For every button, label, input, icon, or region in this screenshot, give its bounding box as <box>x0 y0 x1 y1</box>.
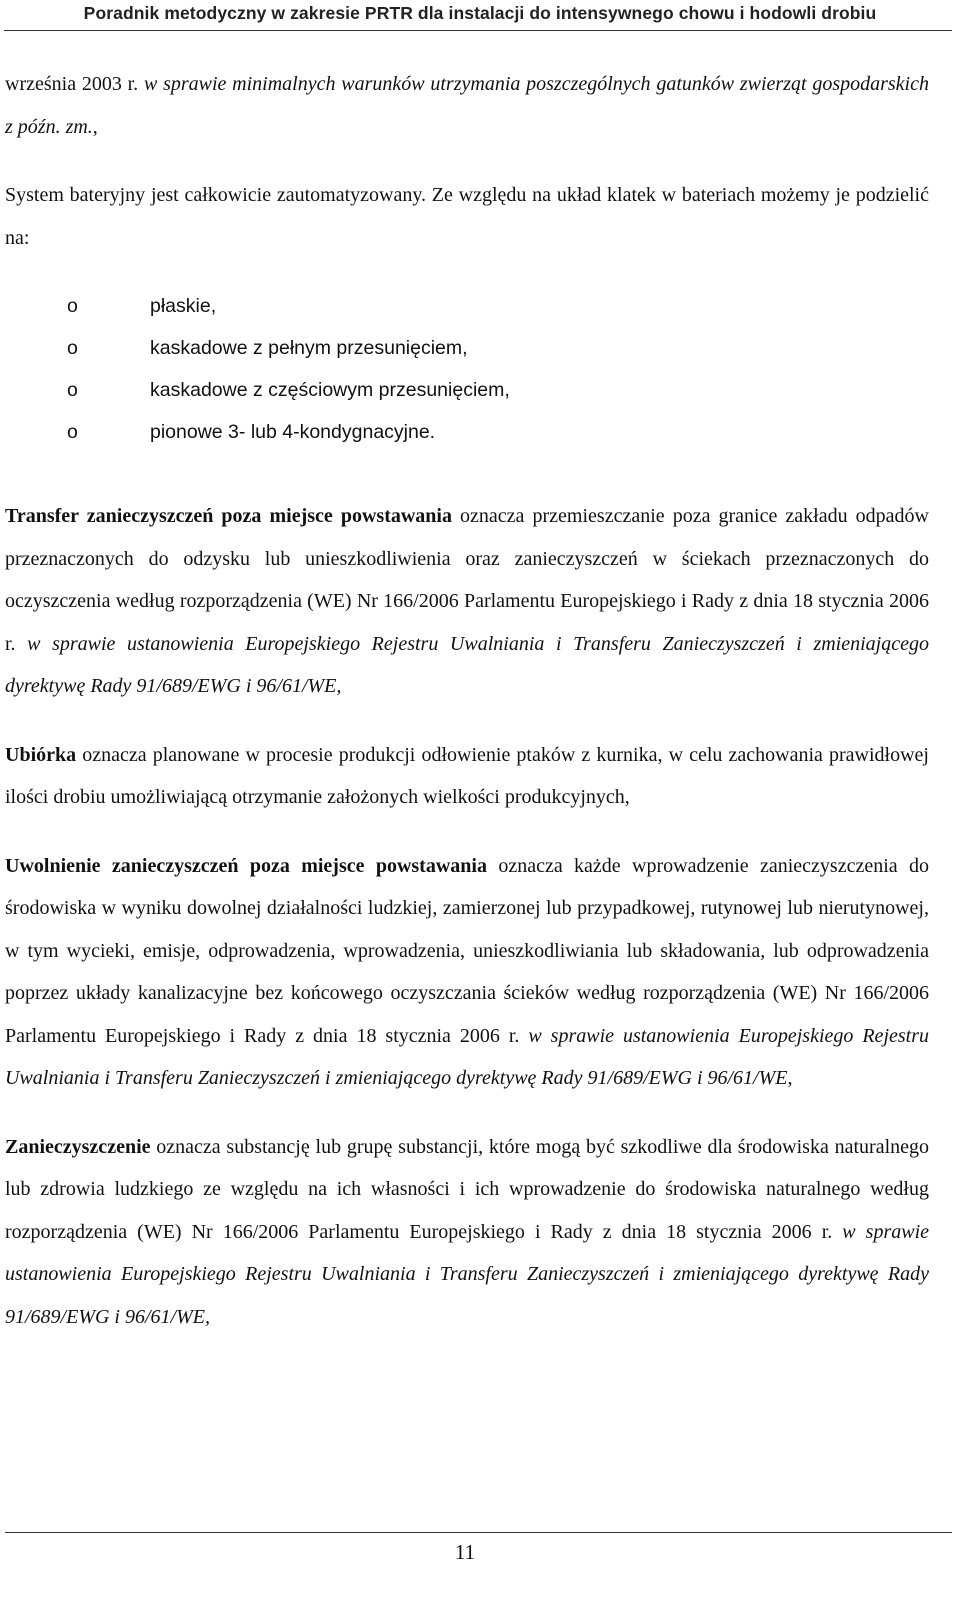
list-item-text: pionowe 3- lub 4-kondygnacyjne. <box>150 421 436 443</box>
definition-term: Zanieczyszczenie <box>5 1135 151 1158</box>
definition-text: oznacza każde wprowadzenie zanieczyszczenia do środowiska w wyniku dowolnej działalności ludzkiej, zamierzonej lub przypadkowej, rutynowej lub nierutynowej, w tym wycieki, emisje, odprowadzenia, wprowadzenia, unieszkodliwiania lub składowania, lub odprowadzenia poprzez układy kanalizacyjne bez końcowego oczyszczania ścieków według rozporządzenia (WE) Nr 166/2006 Parlamentu Europejskiego i Rady z dnia 18 stycznia 2006 r. <box>5 854 929 1047</box>
definition-text: oznacza substancję lub grupę substancji, które mogą być szkodliwe dla środowiska naturalnego lub zdrowia ludzkiego ze względu na ich własności i ich wprowadzenie do środowiska naturalnego według rozporządzenia (WE) Nr 166/2006 Parlamentu Europejskiego i Rady z dnia 18 stycznia 2006 r. <box>5 1135 929 1243</box>
paragraph-tail: , <box>92 115 98 138</box>
cage-types-list <box>5 285 929 453</box>
paragraph-regulation-continuation <box>5 63 929 148</box>
spacer <box>5 148 929 174</box>
spacer <box>5 819 929 845</box>
bullet-marker: o <box>67 337 78 359</box>
document-body <box>5 63 929 1338</box>
definition-text: oznacza planowane w procesie produkcji odłowienie ptaków z kurnika, w celu zachowania prawidłowej ilości drobiu umożliwiającą otrzymanie założonych wielkości produkcyjnych, <box>5 743 929 808</box>
regulation-title: w sprawie ustanowienia Europejskiego Rejestru Uwalniania i Transferu Zanieczyszczeń i zmieniającego dyrektywę Rady 91/689/EWG i 96/61/WE, <box>5 1220 929 1328</box>
regulation-title: w sprawie ustanowienia Europejskiego Rejestru Uwalniania i Transferu Zanieczyszczeń i zmieniającego dyrektywę Rady 91/689/EWG i 96/61/WE, <box>5 1024 929 1089</box>
definition-ubiorka <box>5 734 929 819</box>
regulation-title: w sprawie minimalnych warunków utrzymania poszczególnych gatunków zwierząt gospodarskich z późn. zm. <box>5 73 929 138</box>
definition-term: Transfer zanieczyszczeń poza miejsce powstawania <box>5 505 452 527</box>
paragraph-text: System bateryjny jest całkowicie zautomatyzowany. Ze względu na układ klatek w bateriach możemy je podzielić na: <box>5 184 929 249</box>
bullet-marker: o <box>67 379 78 401</box>
definition-uwolnienie <box>5 845 929 1100</box>
header-divider <box>4 30 952 31</box>
list-item <box>5 327 929 369</box>
regulation-title: w sprawie ustanowienia Europejskiego Rejestru Uwalniania i Transferu Zanieczyszczeń i zmieniającego dyrektywę Rady 91/689/EWG i 96/61/WE, <box>5 632 929 697</box>
footer-divider <box>5 1532 952 1533</box>
bullet-marker: o <box>67 295 78 317</box>
list-item <box>5 285 929 327</box>
page-number: 11 <box>454 1540 476 1564</box>
paragraph-battery-system <box>5 174 929 259</box>
definition-text: oznacza przemieszczanie poza granice zakładu odpadów przeznaczonych do odzysku lub unieszkodliwienia oraz zanieczyszczeń w ściekach przeznaczonych do oczyszczenia według rozporządzenia (WE) Nr 166/2006 Parlamentu Europejskiego i Rady z dnia 18 stycznia 2006 r. <box>5 505 930 655</box>
spacer <box>5 259 929 285</box>
list-item <box>5 369 929 411</box>
list-item <box>5 411 929 453</box>
list-item-text: kaskadowe z pełnym przesunięciem, <box>150 337 468 359</box>
definition-term: Uwolnienie zanieczyszczeń poza miejsce powstawania <box>5 854 487 877</box>
spacer <box>5 708 929 734</box>
definition-zanieczyszczenie <box>5 1126 929 1339</box>
list-item-text: płaskie, <box>150 295 217 317</box>
header-title: Poradnik metodyczny w zakresie PRTR dla instalacji do intensywnego chowu i hodowli drobiu <box>83 3 877 23</box>
page-header <box>0 0 960 30</box>
list-item-text: kaskadowe z częściowym przesunięciem, <box>150 379 510 401</box>
spacer <box>5 1100 929 1126</box>
bullet-marker: o <box>67 421 78 443</box>
paragraph-text: września 2003 r. <box>5 73 144 95</box>
definition-term: Ubiórka <box>5 743 77 766</box>
definition-transfer <box>5 495 929 708</box>
spacer <box>5 453 929 495</box>
